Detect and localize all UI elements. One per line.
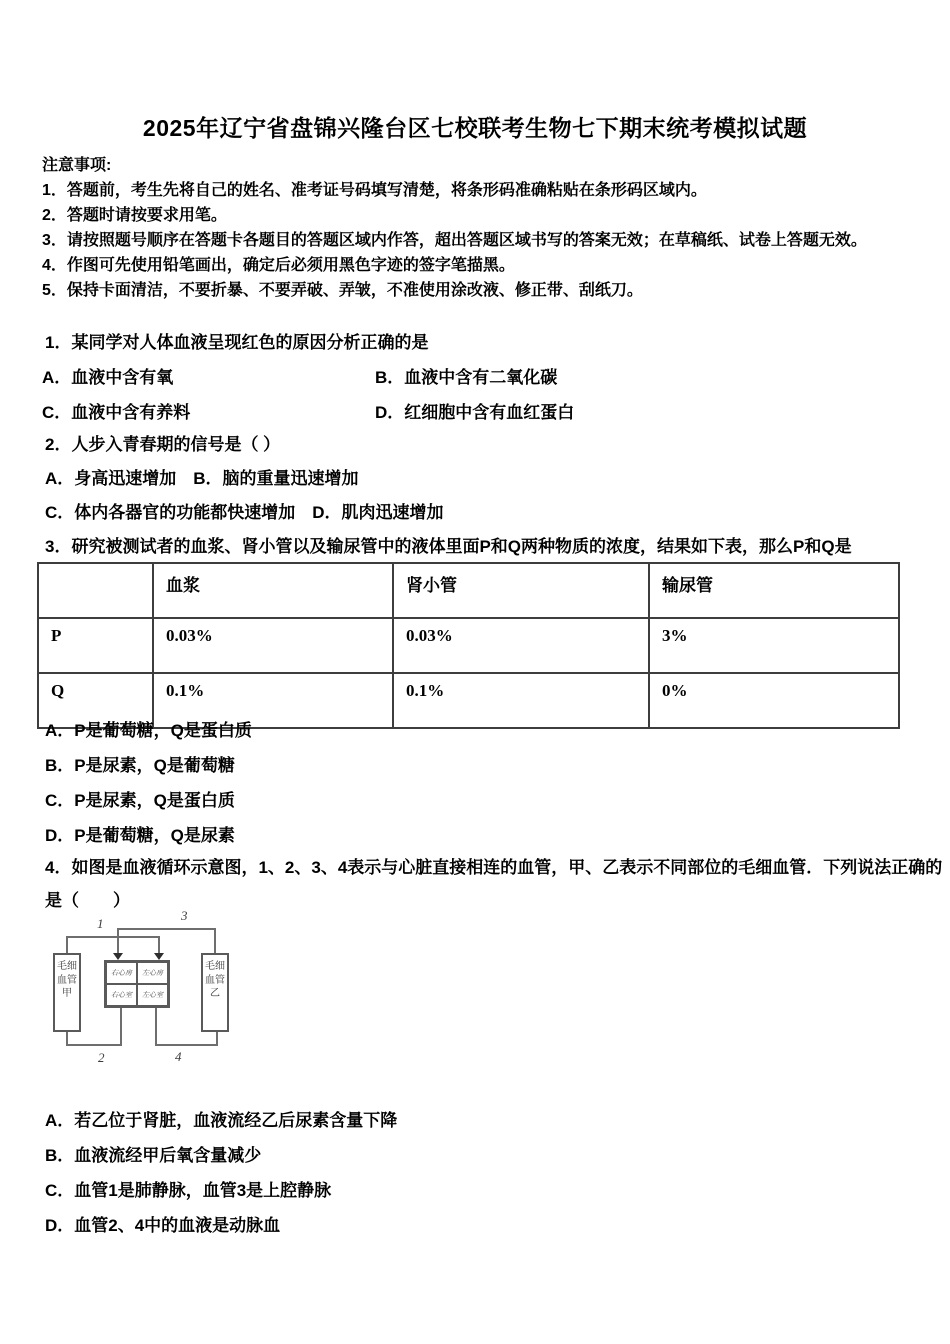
chamber-right-ventricle: 右心室 [106, 984, 137, 1006]
vessel-1-line [66, 936, 160, 938]
note-item-3: 3．请按照题号顺序在答题卡各题目的答题区域内作答，超出答题区域书写的答案无效；在草稿纸、试卷上答题无效。 [42, 232, 867, 249]
table-header-plasma: 血浆 [153, 563, 393, 618]
row-p-renal-tubule: 0.03% [393, 618, 649, 673]
q1-option-a: A．血液中含有氧 [42, 368, 174, 387]
vessel-3-line [117, 928, 119, 954]
q1-option-c: C．血液中含有养料 [42, 403, 191, 422]
vessel-3-line [214, 928, 216, 953]
q1-stem: 1．某同学对人体血液呈现红色的原因分析正确的是 [45, 333, 429, 352]
row-q-renal-tubule: 0.1% [393, 673, 649, 728]
q3-option-a: A．P是葡萄糖，Q是蛋白质 [45, 721, 252, 740]
row-q-ureter: 0% [649, 673, 899, 728]
q4-stem-line2: 是（ ） [45, 891, 130, 910]
notes-heading: 注意事项: [42, 157, 112, 174]
q4-option-c: C．血管1是肺静脉，血管3是上腔静脉 [45, 1181, 332, 1200]
q1-option-b: B．血液中含有二氧化碳 [375, 368, 558, 387]
q4-option-a: A．若乙位于肾脏，血液流经乙后尿素含量下降 [45, 1111, 398, 1130]
vessel-label-4: 4 [175, 1049, 182, 1064]
vessel-3-line [117, 928, 216, 930]
circulation-diagram [45, 905, 250, 1070]
heart-box [104, 960, 170, 1008]
note-item-4: 4．作图可先使用铅笔画出，确定后必须用黑色字迹的签字笔描黑。 [42, 257, 515, 274]
q2-options-row2: C．体内各器官的功能都快速增加 D．肌肉迅速增加 [45, 503, 444, 522]
vessel-1-line [158, 936, 160, 954]
chamber-left-ventricle: 左心室 [137, 984, 168, 1006]
vessel-1-arrow-icon [154, 953, 164, 960]
vessel-3-arrow-icon [113, 953, 123, 960]
vessel-2-line [120, 1008, 122, 1046]
q1-options-row1 [42, 363, 912, 385]
row-q-label: Q [38, 673, 153, 728]
vessel-4-line [155, 1044, 218, 1046]
q3-option-b: B．P是尿素，Q是葡萄糖 [45, 756, 235, 775]
q4-option-d: D．血管2、4中的血液是动脉血 [45, 1216, 281, 1235]
q1-options-row2 [42, 398, 912, 420]
vessel-2-line [66, 1032, 68, 1046]
capillary-box-yi: 毛细血管乙 [201, 953, 229, 1032]
row-q-plasma: 0.1% [153, 673, 393, 728]
chamber-right-atrium: 右心房 [106, 962, 137, 984]
q4-option-b: B．血液流经甲后氧含量减少 [45, 1146, 262, 1165]
exam-title: 2025年辽宁省盘锦兴隆台区七校联考生物七下期末统考模拟试题 [142, 115, 808, 141]
q3-option-c: C．P是尿素，Q是蛋白质 [45, 791, 235, 810]
row-p-ureter: 3% [649, 618, 899, 673]
note-item-1: 1．答题前，考生先将自己的姓名、准考证号码填写清楚，将条形码准确粘贴在条形码区域内。 [42, 182, 707, 199]
vessel-4-line [155, 1008, 157, 1046]
q3-stem: 3．研究被测试者的血浆、肾小管以及输尿管中的液体里面P和Q两种物质的浓度，结果如下表，那么P和Q是 [45, 537, 852, 556]
table-header-row [38, 563, 899, 618]
note-item-5: 5．保持卡面清洁，不要折暴、不要弄破、弄皱，不准使用涂改液、修正带、刮纸刀。 [42, 282, 643, 299]
vessel-label-1: 1 [97, 916, 104, 931]
q2-stem: 2．人步入青春期的信号是（ ） [45, 435, 281, 454]
q3-option-d: D．P是葡萄糖，Q是尿素 [45, 826, 235, 845]
q4-stem-line1: 4．如图是血液循环示意图，1、2、3、4表示与心脏直接相连的血管，甲、乙表示不同部位的毛细血管．下列说法正确的 [45, 858, 943, 877]
vessel-4-line [216, 1032, 218, 1046]
vessel-label-2: 2 [98, 1050, 105, 1065]
vessel-label-3: 3 [181, 908, 188, 923]
substance-concentration-table [37, 562, 900, 729]
table-header-renal-tubule: 肾小管 [393, 563, 649, 618]
row-p-plasma: 0.03% [153, 618, 393, 673]
table-header-empty [38, 563, 153, 618]
q1-option-d: D．红细胞中含有血红蛋白 [375, 403, 575, 422]
note-item-2: 2．答题时请按要求用笔。 [42, 207, 227, 224]
vessel-1-line [66, 936, 68, 953]
vessel-2-line [66, 1044, 122, 1046]
row-p-label: P [38, 618, 153, 673]
capillary-box-jia: 毛细血管甲 [53, 953, 81, 1032]
q2-options-row1: A．身高迅速增加 B．脑的重量迅速增加 [45, 469, 359, 488]
chamber-left-atrium: 左心房 [137, 962, 168, 984]
table-header-ureter: 输尿管 [649, 563, 899, 618]
table-row-p [38, 618, 899, 673]
